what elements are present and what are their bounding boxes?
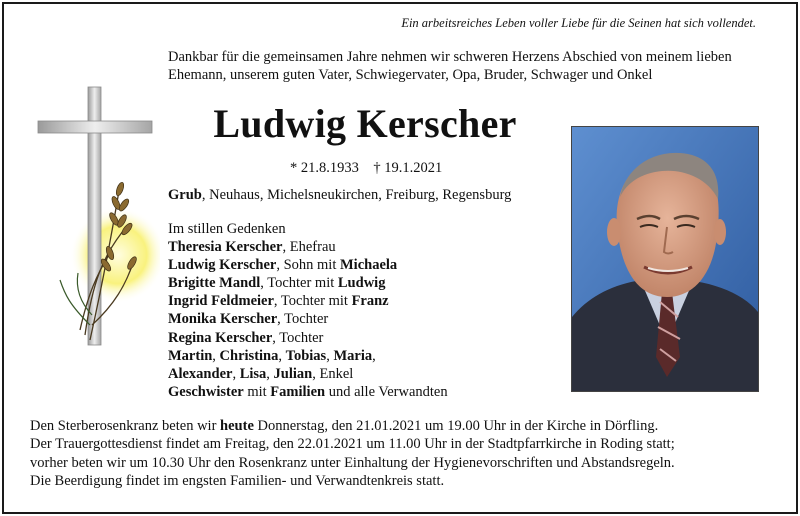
- place-main: Grub: [168, 187, 202, 203]
- siblings-label: Geschwister: [168, 383, 244, 400]
- intro-line-2: Ehemann, unserem guten Vater, Schwiegervater, Opa, Bruder, Schwager und Onkel: [168, 67, 653, 83]
- rosary-today: heute: [220, 418, 254, 434]
- grandchild-name: Alexander: [168, 365, 233, 382]
- mourner-name: Theresia Kerscher: [168, 239, 283, 256]
- grandchild-name: Maria: [333, 347, 373, 364]
- mourner-row: [168, 292, 448, 310]
- grandchild-name: Tobias: [285, 347, 327, 364]
- life-dates: [290, 160, 442, 177]
- grandchildren-row-2: Alexander, Lisa, Julian, Enkel: [168, 365, 354, 382]
- intro-line-1: Dankbar für die gemeinsamen Jahre nehmen wir schweren Herzens Abschied von meinem lieben: [168, 49, 732, 65]
- mourner-relation: , Tochter mit: [273, 293, 352, 310]
- rosary-text: Den Sterberosenkranz beten wir: [30, 418, 221, 434]
- deceased-name: Ludwig Kerscher: [213, 101, 517, 146]
- portrait-photo: [571, 126, 759, 392]
- mourner-partner: Ludwig: [337, 275, 386, 292]
- mourner-row: [168, 256, 448, 274]
- mourner-name: Regina Kerscher: [168, 329, 273, 346]
- funeral-mass-line: Der Trauergottesdienst findet am Freitag, den 22.01.2021 um 11.00 Uhr in der Stadtpfarrkirche in Roding statt;: [30, 436, 675, 453]
- birth-date: * 21.8.1933: [290, 160, 359, 176]
- intro-text: [168, 48, 768, 84]
- grandchild-name: Christina: [219, 347, 279, 364]
- service-info: [30, 417, 675, 491]
- mourner-row: [168, 238, 448, 256]
- mourner-relation: , Ehefrau: [282, 239, 336, 256]
- grandchild-name: Lisa: [239, 365, 267, 382]
- mourner-name: Ludwig Kerscher: [168, 257, 277, 274]
- mourners-heading: Im stillen Gedenken: [168, 221, 286, 237]
- mourner-relation: , Enkel: [312, 365, 354, 382]
- rosary-before-line: vorher beten wir um 10.30 Uhr den Rosenkranz unter Einhaltung der Hygienevorschriften und Abstandsregeln.: [30, 454, 675, 471]
- motto: Ein arbeitsreiches Leben voller Liebe für die Seinen hat sich vollendet.: [401, 16, 756, 30]
- families-label: Familien: [270, 383, 326, 400]
- death-date: † 19.1.2021: [373, 160, 443, 176]
- mourner-partner: Franz: [351, 293, 389, 310]
- mourner-relation: , Sohn mit: [276, 257, 340, 274]
- mourner-row: [168, 274, 448, 292]
- mourner-relation: , Tochter mit: [260, 275, 338, 292]
- mourner-row: [168, 329, 448, 347]
- grandchild-name: Martin: [168, 347, 213, 364]
- mourner-row: [168, 310, 448, 328]
- places: [168, 187, 511, 204]
- grandchild-name: Julian: [273, 365, 313, 382]
- siblings-row: [168, 383, 448, 401]
- relatives-text: und alle Verwandten: [325, 383, 448, 400]
- mourner-relation: , Tochter: [277, 311, 329, 328]
- rosary-line: [30, 417, 675, 435]
- mourner-name: Monika Kerscher: [168, 311, 278, 328]
- mourners-list: [168, 220, 448, 401]
- connector-text: mit: [243, 383, 271, 400]
- mourner-name: Ingrid Feldmeier: [168, 293, 274, 310]
- mourner-relation: , Tochter: [272, 329, 324, 346]
- burial-line: Die Beerdigung findet im engsten Familien- und Verwandtenkreis statt.: [30, 473, 445, 490]
- place-rest: , Neuhaus, Michelsneukirchen, Freiburg, Regensburg: [201, 187, 512, 203]
- mourner-name: Brigitte Mandl: [168, 275, 261, 292]
- mourner-partner: Michaela: [340, 257, 398, 274]
- grandchildren-row-1: Martin, Christina, Tobias, Maria,: [168, 347, 376, 364]
- rosary-details: Donnerstag, den 21.01.2021 um 19.00 Uhr in der Kirche in Dörfling.: [253, 418, 659, 434]
